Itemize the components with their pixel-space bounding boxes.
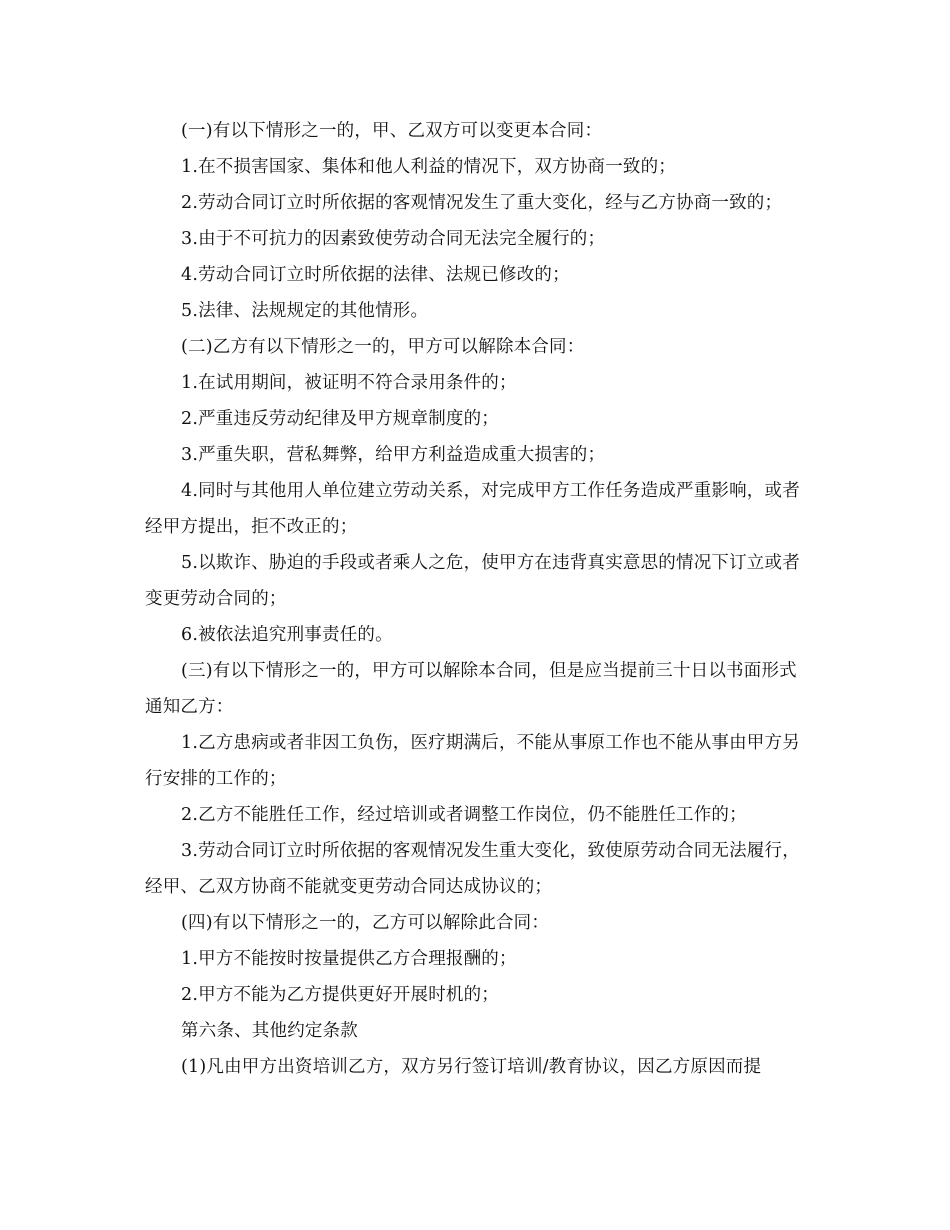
paragraph: 1.在试用期间，被证明不符合录用条件的；: [181, 373, 517, 393]
paragraph: 2.甲方不能为乙方提供更好开展时机的；: [181, 985, 499, 1005]
paragraph: 3.严重失职，营私舞弊，给甲方利益造成重大损害的；: [181, 445, 606, 465]
section-heading: 第六条、其他约定条款: [181, 1021, 358, 1041]
paragraph: 5.以欺诈、胁迫的手段或者乘人之危，使甲方在违背真实意思的情况下订立或者变更劳动合同的；: [145, 553, 800, 609]
paragraph: 2.劳动合同订立时所依据的客观情况发生了重大变化，经与乙方协商一致的；: [181, 193, 783, 213]
paragraph: 2.乙方不能胜任工作，经过培训或者调整工作岗位，仍不能胜任工作的；: [181, 805, 747, 825]
paragraph: 4.同时与其他用人单位建立劳动关系，对完成甲方工作任务造成严重影响，或者经甲方提出，拒不改正的；: [145, 481, 800, 537]
paragraph: 3.劳动合同订立时所依据的客观情况发生重大变化，致使原劳动合同无法履行，经甲、乙双方协商不能就变更劳动合同达成协议的；: [145, 841, 800, 897]
paragraph: (三)有以下情形之一的，甲方可以解除本合同，但是应当提前三十日以书面形式通知乙方：: [145, 661, 797, 717]
paragraph: (1)凡由甲方出资培训乙方，双方另行签订培训/教育协议，因乙方原因而提: [181, 1057, 762, 1077]
paragraph: (四)有以下情形之一的，乙方可以解除此合同：: [181, 913, 550, 933]
paragraph: 2.严重违反劳动纪律及甲方规章制度的；: [181, 409, 499, 429]
paragraph: 3.由于不可抗力的因素致使劳动合同无法完全履行的；: [181, 229, 606, 249]
paragraph: 1.乙方患病或者非因工负伤，医疗期满后，不能从事原工作也不能从事由甲方另行安排的工作的；: [145, 733, 800, 789]
paragraph: 4.劳动合同订立时所依据的法律、法规已修改的；: [181, 265, 570, 285]
paragraph: 1.在不损害国家、集体和他人利益的情况下，双方协商一致的；: [181, 157, 676, 177]
document-body: [145, 113, 805, 1085]
paragraph: (一)有以下情形之一的，甲、乙双方可以变更本合同：: [181, 121, 603, 141]
paragraph: 1.甲方不能按时按量提供乙方合理报酬的；: [181, 949, 517, 969]
paragraph: (二)乙方有以下情形之一的，甲方可以解除本合同：: [181, 337, 585, 357]
paragraph: 5.法律、法规规定的其他情形。: [181, 301, 429, 321]
paragraph: 6.被依法追究刑事责任的。: [181, 625, 393, 645]
